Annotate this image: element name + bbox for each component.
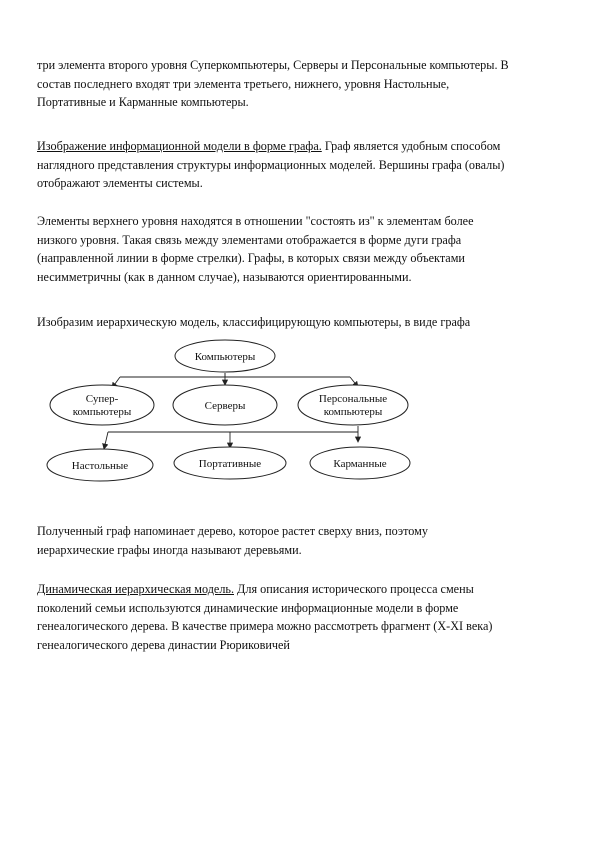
paragraph-dynamic-model [37,580,567,654]
paragraph-computer-classes [37,56,567,112]
node-computers [175,340,275,372]
hierarchy-graph [40,338,420,488]
text-line: (направленной линии в форме стрелки). Графы, в которых связи между объектами [37,251,465,265]
paragraph-graph-model [37,137,567,193]
text-line: Портативные и Карманные компьютеры. [37,95,249,109]
node-label: Компьютеры [194,351,256,363]
node-desktop [47,449,153,481]
text-line [37,580,567,599]
node-label: компьютеры [323,406,383,418]
node-label: Супер- [85,393,119,405]
text-line: иерархические графы иногда называют деревьями. [37,542,302,557]
text-line: Полученный граф напоминает дерево, которое растет сверху вниз, поэтому [37,524,428,538]
text-line [37,137,567,156]
paragraph-relations [37,212,567,286]
section-heading-dynamic: Динамическая иерархическая модель. [37,582,234,596]
section-heading-graph: Изображение информационной модели в форме графа. [37,139,322,153]
node-label: Настольные [71,460,129,472]
paragraph-graph-intro [37,313,567,332]
text-line: генеалогического дерева. В качестве примера можно рассмотреть фрагмент (X-XI века) [37,619,493,633]
text-fragment: Граф является удобным способом [321,139,501,153]
node-label: Персональные [318,393,388,405]
text-line: Изобразим иерархическую модель, классифицирующую компьютеры, в виде графа [37,315,471,329]
node-label: Карманные [333,458,387,470]
node-pocket [310,447,410,479]
paragraph-tree [37,522,567,559]
text-line: Элементы верхнего уровня находятся в отношении "состоять из" к элементам более [37,214,474,228]
node-label: компьютеры [72,406,132,418]
text-line: три элемента второго уровня Суперкомпьютеры, Серверы и Персональные компьютеры. В [37,58,509,72]
node-personal-computers [298,385,408,425]
text-line: генеалогического дерева династии Рюриковичей [37,637,290,652]
text-line: состав последнего входят три элемента третьего, нижнего, уровня Настольные, [37,76,450,91]
text-line: наглядного представления структуры информационных моделей. Вершины графа (овалы) [37,157,505,172]
text-line: поколений семьи используются динамические информационные модели в форме [37,600,459,615]
node-label: Серверы [204,400,246,412]
node-servers [173,385,277,425]
text-line: несимметричны (как в данном случае), называются ориентированными. [37,269,412,284]
node-label: Портативные [198,458,262,470]
text-fragment: Для описания исторического процесса смены [234,582,474,596]
text-line: низкого уровня. Такая связь между элементами отображается в форме дуги графа [37,232,462,247]
node-portable [174,447,286,479]
edge-to-desktop [104,432,108,449]
node-supercomputers [50,385,154,425]
text-line: отображают элементы системы. [37,176,203,190]
